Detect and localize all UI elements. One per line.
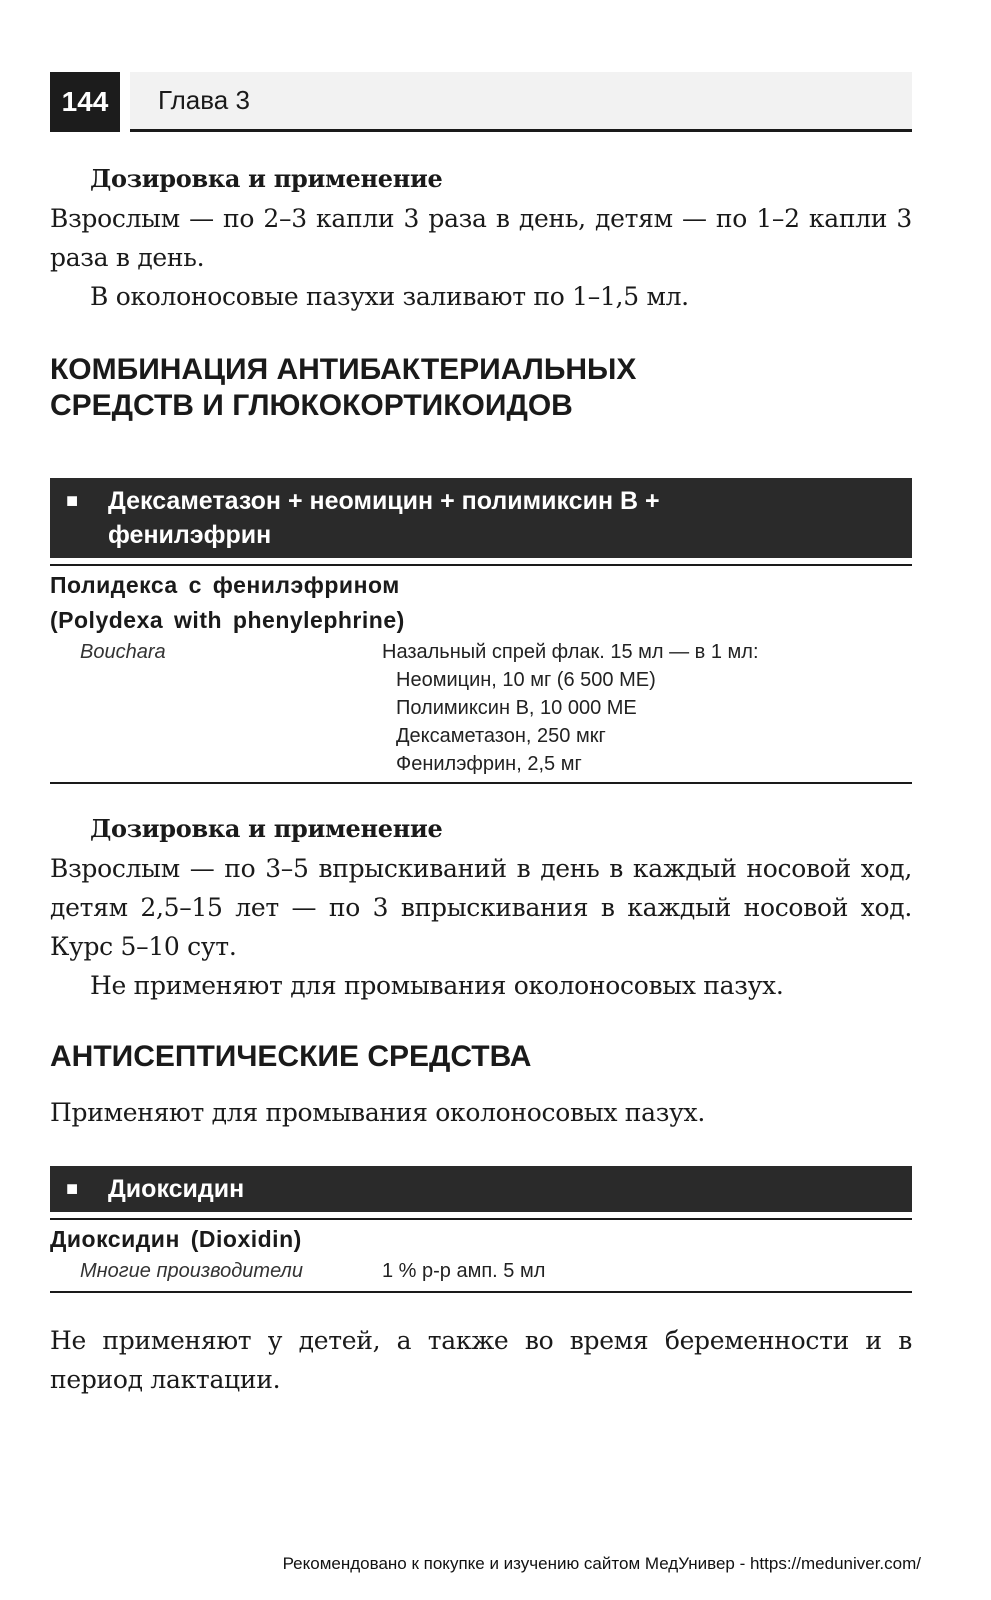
- dosage-paragraph-3: Взрослым — по 3–5 впрыскиваний в день в каждый носовой ход, детям 2,5–15 лет — по 3 впрыскивания в каждый носовой ход. Курс 5–10 сут.: [50, 854, 912, 961]
- drug-component: Дексаметазон, 250 мкг: [396, 725, 606, 747]
- group-divider: [50, 564, 912, 566]
- drug-name-line-2: (Polydexa with phenylephrine): [50, 607, 405, 633]
- drug-group-title: Диоксидин: [108, 1175, 245, 1203]
- drug-name-line-1: Полидекса с фенилэфрином: [50, 572, 400, 598]
- drug-group-title-line-2: фенилэфрин: [108, 521, 272, 549]
- drug-group-title-line-1: Дексаметазон + неомицин + полимиксин В +: [108, 487, 660, 515]
- chapter-title: Глава 3: [158, 85, 250, 115]
- dosage-paragraph-4: Не применяют для промывания околоносовых пазух.: [90, 971, 784, 1000]
- page-number: 144: [50, 72, 120, 132]
- dosage-subheading-2: Дозировка и применение: [90, 814, 443, 843]
- drug-group-title: [108, 484, 660, 552]
- square-bullet-icon: ■: [66, 490, 79, 512]
- drug-details: [50, 638, 912, 778]
- drug-component: Фенилэфрин, 2,5 мг: [396, 753, 582, 775]
- section-title-combination: [50, 352, 912, 424]
- drug-manufacturer: Bouchara: [80, 641, 166, 663]
- drug-details: [50, 1257, 912, 1285]
- dosage-paragraph-2: В околоносовые пазухи заливают по 1–1,5 мл.: [90, 282, 689, 311]
- dosage-paragraph-1: Взрослым — по 2–3 капли 3 раза в день, детям — по 1–2 капли 3 раза в день.: [50, 204, 912, 272]
- drug-entry-dioxidin: [50, 1222, 912, 1293]
- footer-recommendation: Рекомендовано к покупке и изучению сайтом МедУнивер - https://meduniver.com/: [282, 1554, 921, 1573]
- section-title-antiseptics: АНТИСЕПТИЧЕСКИЕ СРЕДСТВА: [50, 1040, 532, 1073]
- drug-form-description: Назальный спрей флак. 15 мл — в 1 мл:: [382, 641, 759, 663]
- drug-entry-polydexa: [50, 568, 912, 784]
- drug-name: Диоксидин (Dioxidin): [50, 1226, 302, 1252]
- contraindication-note: Не применяют у детей, а также во время беременности и в период лактации.: [50, 1326, 912, 1394]
- drug-component: Неомицин, 10 мг (6 500 МЕ): [396, 669, 656, 691]
- drug-form: 1 % р-р амп. 5 мл: [382, 1260, 546, 1282]
- dosage-subheading-1: Дозировка и применение: [90, 164, 443, 193]
- group-divider: [50, 1218, 912, 1220]
- drug-form: [382, 638, 759, 778]
- drug-manufacturer: Многие производители: [80, 1260, 303, 1282]
- book-page: [50, 72, 912, 1399]
- drug-component: Полимиксин В, 10 000 МЕ: [396, 697, 637, 719]
- section-title-line-2: СРЕДСТВ И ГЛЮКОКОРТИКОИДОВ: [50, 389, 573, 422]
- drug-group-combination: [50, 478, 912, 784]
- chapter-header: [130, 72, 912, 132]
- section-title-line-1: КОМБИНАЦИЯ АНТИБАКТЕРИАЛЬНЫХ: [50, 353, 637, 386]
- drug-group-bar: [50, 1166, 912, 1212]
- running-header: [50, 72, 912, 132]
- drug-group-bar: [50, 478, 912, 558]
- square-bullet-icon: ■: [66, 1178, 79, 1200]
- antiseptics-intro: Применяют для промывания околоносовых пазух.: [50, 1098, 705, 1127]
- drug-group-dioxidin: [50, 1166, 912, 1293]
